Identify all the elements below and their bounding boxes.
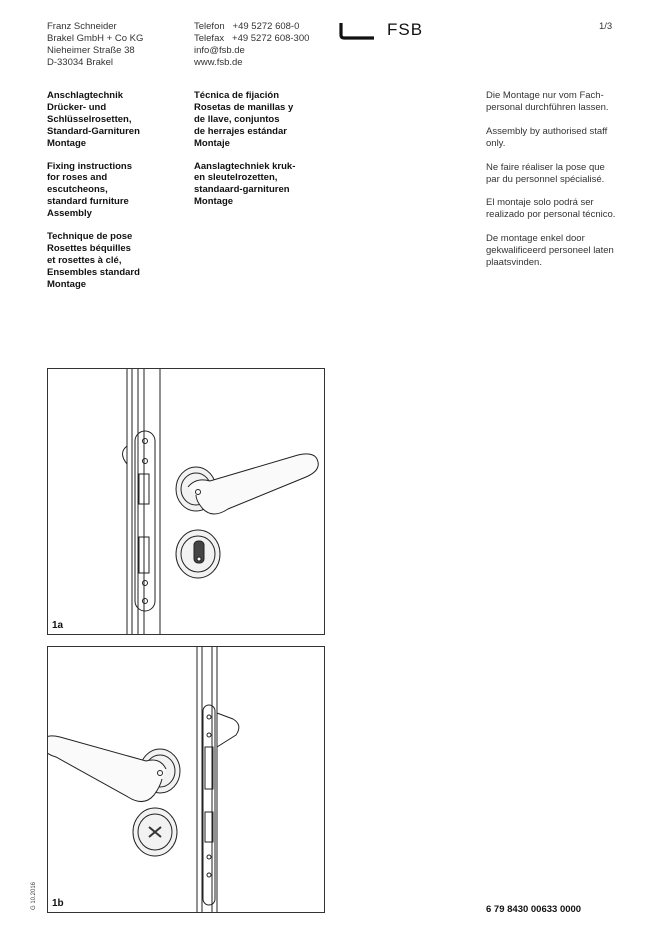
phone-line: Telefon +49 5272 608-0 xyxy=(194,21,300,32)
door-handle-illustration-icon xyxy=(48,647,324,912)
title-line: Rosettes béquilles xyxy=(47,242,131,254)
title-line: et rosettes à clé, xyxy=(47,254,122,266)
article-number: 6 79 8430 00633 0000 xyxy=(486,904,582,915)
title-line: Schlüsselrosetten, xyxy=(47,113,132,125)
title-en xyxy=(47,161,140,221)
title-line: Montaje xyxy=(194,137,230,149)
title-line: Técnica de fijación xyxy=(194,90,279,101)
title-line: Anschlagtechnik xyxy=(47,90,124,101)
note-line: Die Montage nur vom Fach- xyxy=(486,90,604,101)
note-line: Ne faire réaliser la pose que xyxy=(486,161,605,173)
fsb-handle-logo-icon xyxy=(338,22,376,40)
title-line: Assembly xyxy=(47,208,92,220)
note-line: plaatsvinden. xyxy=(486,257,542,269)
company-line: Franz Schneider xyxy=(47,21,117,32)
fsb-logo xyxy=(338,20,428,44)
title-line: Fixing instructions xyxy=(47,160,132,172)
figure-1b xyxy=(47,646,325,913)
title-es xyxy=(194,90,295,150)
title-line: en sleutelrozetten, xyxy=(194,172,278,184)
title-line: standaard-garnituren xyxy=(194,184,290,196)
logo-text: FSB xyxy=(387,20,424,39)
title-line: de herrajes estándar xyxy=(194,125,287,137)
note-line: gekwalificeerd personeel laten xyxy=(486,245,614,257)
title-line: Montage xyxy=(47,137,87,149)
company-address xyxy=(47,21,143,69)
note-es xyxy=(486,197,615,221)
fax-line: Telefax +49 5272 608-300 xyxy=(194,32,310,44)
contact-info xyxy=(194,21,309,69)
note-line: only. xyxy=(486,137,506,149)
title-nl xyxy=(194,161,295,209)
company-line: Nieheimer Straße 38 xyxy=(47,44,135,56)
note-de xyxy=(486,90,615,114)
note-line: personal durchführen lassen. xyxy=(486,101,609,113)
note-line: par du personnel spécialisé. xyxy=(486,173,605,185)
title-line: Montage xyxy=(47,278,87,290)
safety-notes xyxy=(486,90,615,281)
title-line: Ensembles standard xyxy=(47,266,140,278)
title-line: Rosetas de manillas y xyxy=(194,101,294,113)
note-line: realizado por personal técnico. xyxy=(486,209,616,221)
title-line: Standard-Garnituren xyxy=(47,125,140,137)
note-line: El montaje solo podrá ser xyxy=(486,197,594,209)
title-line: for roses and xyxy=(47,172,108,184)
title-fr xyxy=(47,231,140,291)
titles-mid xyxy=(194,90,295,219)
note-en xyxy=(486,126,615,150)
note-nl xyxy=(486,233,615,269)
side-note: G 10.2016 xyxy=(31,881,37,910)
note-fr xyxy=(486,162,615,186)
title-line: de llave, conjuntos xyxy=(194,113,280,125)
note-line: De montage enkel door xyxy=(486,233,585,245)
website-link[interactable]: www.fsb.de xyxy=(194,56,243,68)
company-line: Brakel GmbH + Co KG xyxy=(47,32,144,44)
title-line: Technique de pose xyxy=(47,231,133,243)
title-line: Montage xyxy=(194,196,234,208)
figure-1a xyxy=(47,368,325,635)
figure-label: 1b xyxy=(52,898,64,909)
note-line: Assembly by authorised staff xyxy=(486,125,608,137)
title-line: standard furniture xyxy=(47,196,129,208)
door-handle-illustration-icon xyxy=(48,369,324,634)
figure-label: 1a xyxy=(52,620,64,631)
page-number: 1/3 xyxy=(599,21,613,32)
title-line: Drücker- und xyxy=(47,101,107,113)
titles-left xyxy=(47,90,140,302)
title-de xyxy=(47,90,140,150)
title-line: Aanslagtechniek kruk- xyxy=(194,160,296,172)
email-link[interactable]: info@fsb.de xyxy=(194,44,245,56)
company-line: D-33034 Brakel xyxy=(47,56,114,68)
title-line: escutcheons, xyxy=(47,184,108,196)
